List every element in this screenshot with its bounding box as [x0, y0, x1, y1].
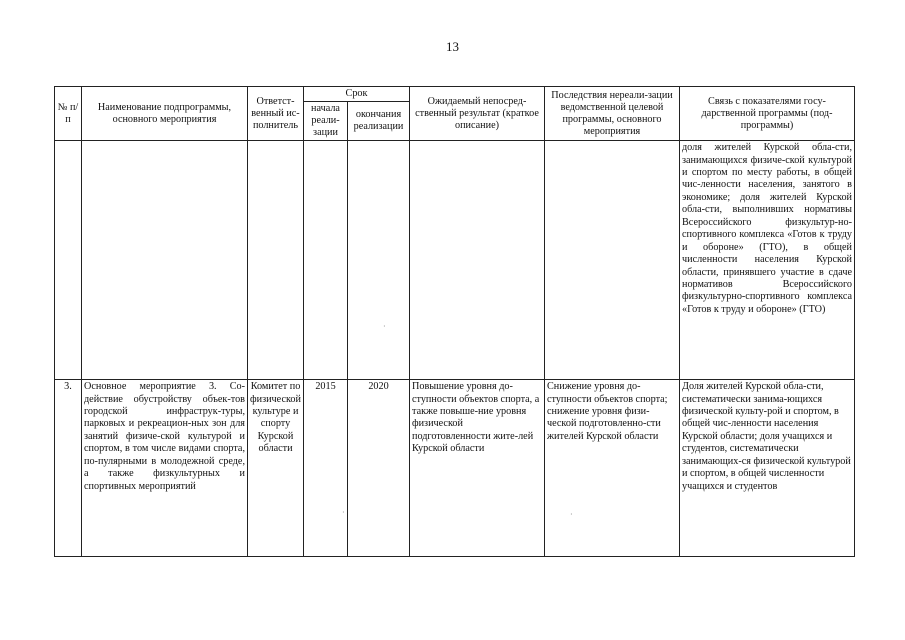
row-start — [304, 141, 348, 380]
header-row-top — [55, 87, 855, 102]
header-name: Наименование подпрограммы, основного мероприятия — [82, 87, 248, 141]
row-start: 2015 — [304, 380, 348, 557]
row-end: 2020 — [348, 380, 410, 557]
row-consequences: Снижение уровня до-ступности объектов спорта; снижение уровня физи-ческой подготовленно-сти жителей Курской области — [545, 380, 680, 557]
table-row — [55, 380, 855, 557]
program-table — [54, 86, 855, 557]
row-num: 3. — [55, 380, 82, 557]
table-row — [55, 141, 855, 380]
header-responsible: Ответст-венный ис-полнитель — [248, 87, 304, 141]
header-term: Срок — [304, 87, 410, 102]
header-num: № п/п — [55, 87, 82, 141]
row-responsible: Комитет по физической культуре и спорту Курской области — [248, 380, 304, 557]
row-consequences — [545, 141, 680, 380]
row-responsible — [248, 141, 304, 380]
scan-speck: · — [342, 508, 345, 517]
header-start: начала реали-зации — [304, 102, 348, 141]
header-consequences: Последствия нереали-зации ведомственной целевой программы, основного мероприятия — [545, 87, 680, 141]
row-num — [55, 141, 82, 380]
row-link: Доля жителей Курской обла-сти, систематически занима-ющихся физической культу-рой и спортом, в общей чис-ленности населения Курской области; доля учащихся и студентов, систематически занимающих-ся физической культурой и спортом, в общей численности учащихся и студентов — [680, 380, 855, 557]
row-result — [410, 141, 545, 380]
page-number: 13 — [446, 39, 459, 54]
row-end — [348, 141, 410, 380]
row-name — [82, 141, 248, 380]
row-result: Повышение уровня до-ступности объектов спорта, а также повыше-ние уровня физической подготовленности жите-лей Курской области — [410, 380, 545, 557]
scan-speck: · — [383, 322, 386, 331]
header-result: Ожидаемый непосред-ственный результат (краткое описание) — [410, 87, 545, 141]
scan-speck: · — [570, 510, 573, 519]
header-link: Связь с показателями госу-дарственной программы (под-программы) — [680, 87, 855, 141]
row-name: Основное мероприятие 3. Со-действие обустройству объек-тов городской инфраструк-туры, парковых и рекреацион-ных зон для занятий физиче-ской культурой и спортом, в том числе видами спорта, по-пулярными в молодежной среде, а также физкультурных и спортивных мероприятий — [82, 380, 248, 557]
row-link: доля жителей Курской обла-сти, занимающихся физиче-ской культурой и спортом по месту работы, в общей чис-ленности населения, занятого в экономике; доля жителей Курской обла-сти, выполнивших нормативы Всероссийского физкультур-но-спортивного комплекса «Готов к труду и обороне» (ГТО), в общей численности населения Курской области, принявшего участие в сдаче нормативов Всероссийского физкультурно-спортивного комплекса «Готов к труду и обороне» (ГТО) — [680, 141, 855, 380]
header-end: окончания реализации — [348, 102, 410, 141]
